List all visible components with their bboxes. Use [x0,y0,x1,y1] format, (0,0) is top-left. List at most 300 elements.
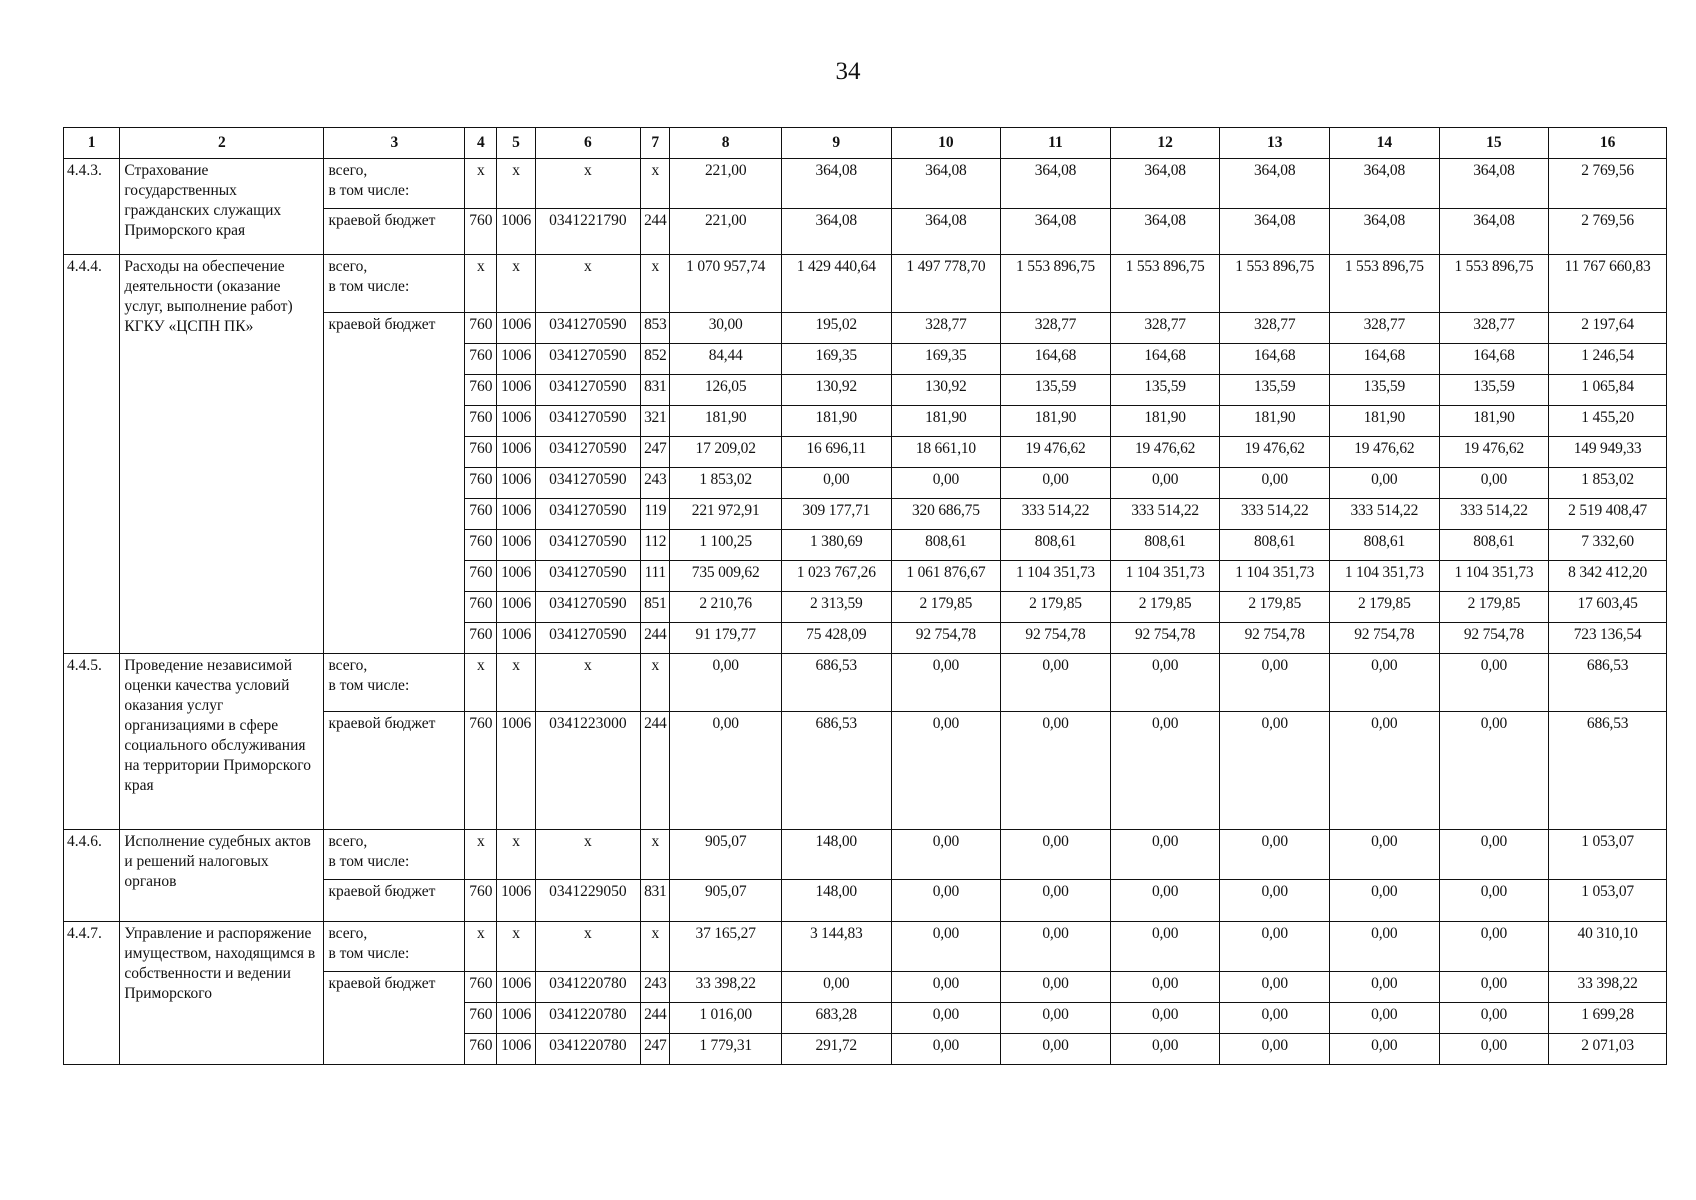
amount-cell: 364,08 [891,159,1001,209]
code-grbs: 760 [465,530,497,561]
amount-cell: 328,77 [1330,313,1440,344]
amount-cell: 0,00 [1439,922,1549,972]
amount-cell: 221,00 [670,159,782,209]
amount-cell: 0,00 [1220,1034,1330,1065]
amount-cell: 0,00 [1110,830,1220,880]
amount-cell: 0,00 [1001,972,1111,1003]
amount-cell: 1 246,54 [1549,344,1667,375]
amount-cell: 11 767 660,83 [1549,255,1667,313]
amount-cell: 0,00 [1330,1003,1440,1034]
amount-cell: 92 754,78 [1330,623,1440,654]
code-expense-type: 831 [641,375,670,406]
amount-cell: 328,77 [891,313,1001,344]
code-section: 1006 [497,344,535,375]
code-section: 1006 [497,209,535,255]
funding-type: краевой бюджет [324,972,465,1065]
amount-cell: 181,90 [670,406,782,437]
amount-cell: 0,00 [1001,468,1111,499]
amount-cell: 16 696,11 [781,437,891,468]
code-target: 0341221790 [535,209,641,255]
amount-cell: 181,90 [891,406,1001,437]
amount-cell: 1 053,07 [1549,880,1667,922]
code-section: 1006 [497,592,535,623]
amount-cell: 2 179,85 [1439,592,1549,623]
amount-cell: 126,05 [670,375,782,406]
amount-cell: 808,61 [1439,530,1549,561]
amount-cell: 333 514,22 [1220,499,1330,530]
column-header-16: 16 [1549,128,1667,159]
amount-cell: 1 104 351,73 [1330,561,1440,592]
amount-cell: 0,00 [670,654,782,712]
amount-cell: 19 476,62 [1001,437,1111,468]
amount-cell: 0,00 [1330,880,1440,922]
column-header-9: 9 [781,128,891,159]
amount-cell: 92 754,78 [1220,623,1330,654]
amount-cell: 1 053,07 [1549,830,1667,880]
amount-cell: 221,00 [670,209,782,255]
amount-cell: 320 686,75 [891,499,1001,530]
amount-cell: 1 070 957,74 [670,255,782,313]
code-grbs: 760 [465,592,497,623]
column-header-8: 8 [670,128,782,159]
amount-cell: 135,59 [1330,375,1440,406]
amount-cell: 2 179,85 [1330,592,1440,623]
code-target: 0341270590 [535,561,641,592]
code-expense-type: 243 [641,972,670,1003]
amount-cell: 2 769,56 [1549,159,1667,209]
code-grbs: 760 [465,499,497,530]
code-grbs: 760 [465,313,497,344]
amount-cell: 686,53 [781,654,891,712]
code-target: 0341270590 [535,592,641,623]
row-name: Управление и распоряжение имуществом, находящимся в собственности и ведении Приморского [120,922,324,1065]
amount-cell: 135,59 [1439,375,1549,406]
amount-cell: 364,08 [781,209,891,255]
amount-cell: 1 779,31 [670,1034,782,1065]
code-expense-type: 853 [641,313,670,344]
amount-cell: 1 100,25 [670,530,782,561]
amount-cell: 808,61 [891,530,1001,561]
code-grbs: 760 [465,880,497,922]
code-section: 1006 [497,1003,535,1034]
amount-cell: 2 179,85 [1001,592,1111,623]
funding-type: всего, в том числе: [324,255,465,313]
amount-cell: 0,00 [1001,922,1111,972]
amount-cell: 1 065,84 [1549,375,1667,406]
code-section: 1006 [497,406,535,437]
code-expense-type: х [641,830,670,880]
amount-cell: 2 313,59 [781,592,891,623]
amount-cell: 148,00 [781,880,891,922]
amount-cell: 33 398,22 [1549,972,1667,1003]
code-section: 1006 [497,712,535,830]
amount-cell: 92 754,78 [1110,623,1220,654]
amount-cell: 1 699,28 [1549,1003,1667,1034]
amount-cell: 148,00 [781,830,891,880]
amount-cell: 1 104 351,73 [1220,561,1330,592]
amount-cell: 0,00 [891,922,1001,972]
row-number: 4.4.3. [64,159,120,255]
amount-cell: 169,35 [891,344,1001,375]
code-expense-type: 321 [641,406,670,437]
amount-cell: 1 497 778,70 [891,255,1001,313]
amount-cell: 808,61 [1110,530,1220,561]
amount-cell: 0,00 [1220,830,1330,880]
amount-cell: 19 476,62 [1439,437,1549,468]
amount-cell: 18 661,10 [891,437,1001,468]
column-header-13: 13 [1220,128,1330,159]
amount-cell: 19 476,62 [1110,437,1220,468]
code-expense-type: 831 [641,880,670,922]
row-number: 4.4.6. [64,830,120,922]
amount-cell: 0,00 [1001,880,1111,922]
row-number: 4.4.5. [64,654,120,830]
column-header-4: 4 [465,128,497,159]
amount-cell: 2 197,64 [1549,313,1667,344]
code-section: 1006 [497,468,535,499]
amount-cell: 0,00 [1330,654,1440,712]
amount-cell: 130,92 [891,375,1001,406]
amount-cell: 1 429 440,64 [781,255,891,313]
amount-cell: 0,00 [1439,654,1549,712]
amount-cell: 92 754,78 [1439,623,1549,654]
amount-cell: 0,00 [1220,922,1330,972]
code-expense-type: 852 [641,344,670,375]
amount-cell: 1 853,02 [670,468,782,499]
code-section: х [497,255,535,313]
amount-cell: 0,00 [1220,1003,1330,1034]
amount-cell: 169,35 [781,344,891,375]
amount-cell: 364,08 [1001,209,1111,255]
amount-cell: 7 332,60 [1549,530,1667,561]
amount-cell: 0,00 [1110,880,1220,922]
amount-cell: 686,53 [1549,712,1667,830]
amount-cell: 0,00 [1110,1003,1220,1034]
amount-cell: 8 342 412,20 [1549,561,1667,592]
code-section: х [497,654,535,712]
column-header-6: 6 [535,128,641,159]
amount-cell: 808,61 [1001,530,1111,561]
funding-type: всего, в том числе: [324,159,465,209]
amount-cell: 1 553 896,75 [1439,255,1549,313]
column-header-2: 2 [120,128,324,159]
amount-cell: 0,00 [1001,830,1111,880]
row-name: Страхование государственных гражданских служащих Приморского края [120,159,324,255]
code-grbs: х [465,654,497,712]
code-expense-type: 244 [641,209,670,255]
amount-cell: 17 209,02 [670,437,782,468]
amount-cell: 0,00 [891,880,1001,922]
code-section: 1006 [497,499,535,530]
amount-cell: 3 144,83 [781,922,891,972]
column-header-14: 14 [1330,128,1440,159]
amount-cell: 364,08 [1330,159,1440,209]
amount-cell: 0,00 [891,972,1001,1003]
amount-cell: 0,00 [1110,972,1220,1003]
amount-cell: 0,00 [1330,712,1440,830]
code-expense-type: 247 [641,437,670,468]
amount-cell: 1 380,69 [781,530,891,561]
code-target: 0341220780 [535,1003,641,1034]
row-name: Проведение независимой оценки качества условий оказания услуг организациями в сфере социального обслуживания на территории Приморского края [120,654,324,830]
table-row [64,830,1667,880]
amount-cell: 135,59 [1220,375,1330,406]
amount-cell: 0,00 [1110,922,1220,972]
amount-cell: 0,00 [1439,1003,1549,1034]
amount-cell: 0,00 [1110,468,1220,499]
amount-cell: 1 104 351,73 [1110,561,1220,592]
code-grbs: 760 [465,209,497,255]
amount-cell: 19 476,62 [1220,437,1330,468]
amount-cell: 130,92 [781,375,891,406]
code-section: 1006 [497,972,535,1003]
column-header-10: 10 [891,128,1001,159]
amount-cell: 164,68 [1220,344,1330,375]
code-target: 0341270590 [535,437,641,468]
code-grbs: 760 [465,437,497,468]
amount-cell: 164,68 [1439,344,1549,375]
amount-cell: 1 553 896,75 [1330,255,1440,313]
amount-cell: 0,00 [891,468,1001,499]
amount-cell: 17 603,45 [1549,592,1667,623]
code-target: х [535,830,641,880]
amount-cell: 0,00 [781,468,891,499]
amount-cell: 364,08 [1439,209,1549,255]
code-expense-type: 244 [641,1003,670,1034]
amount-cell: 905,07 [670,830,782,880]
amount-cell: 0,00 [781,972,891,1003]
code-grbs: 760 [465,623,497,654]
funding-type: всего, в том числе: [324,654,465,712]
code-section: х [497,159,535,209]
code-expense-type: 112 [641,530,670,561]
code-target: 0341270590 [535,530,641,561]
funding-type: краевой бюджет [324,313,465,654]
code-grbs: 760 [465,1003,497,1034]
code-grbs: х [465,830,497,880]
funding-type: всего, в том числе: [324,830,465,880]
code-target: х [535,654,641,712]
amount-cell: 905,07 [670,880,782,922]
amount-cell: 333 514,22 [1001,499,1111,530]
amount-cell: 808,61 [1220,530,1330,561]
code-grbs: 760 [465,375,497,406]
code-expense-type: 244 [641,712,670,830]
amount-cell: 723 136,54 [1549,623,1667,654]
amount-cell: 1 853,02 [1549,468,1667,499]
amount-cell: 181,90 [1001,406,1111,437]
code-expense-type: 244 [641,623,670,654]
amount-cell: 333 514,22 [1439,499,1549,530]
amount-cell: 0,00 [1330,1034,1440,1065]
amount-cell: 1 104 351,73 [1001,561,1111,592]
amount-cell: 0,00 [1110,1034,1220,1065]
code-expense-type: х [641,255,670,313]
amount-cell: 164,68 [1110,344,1220,375]
amount-cell: 1 023 767,26 [781,561,891,592]
amount-cell: 19 476,62 [1330,437,1440,468]
code-section: 1006 [497,437,535,468]
code-target: 0341229050 [535,880,641,922]
amount-cell: 328,77 [1220,313,1330,344]
amount-cell: 0,00 [1220,712,1330,830]
amount-cell: 2 179,85 [1110,592,1220,623]
amount-cell: 364,08 [1001,159,1111,209]
column-header-11: 11 [1001,128,1111,159]
code-grbs: 760 [465,712,497,830]
amount-cell: 364,08 [1220,209,1330,255]
amount-cell: 364,08 [1110,209,1220,255]
amount-cell: 364,08 [1220,159,1330,209]
code-expense-type: 111 [641,561,670,592]
amount-cell: 2 769,56 [1549,209,1667,255]
row-number: 4.4.7. [64,922,120,1065]
amount-cell: 808,61 [1330,530,1440,561]
code-expense-type: 119 [641,499,670,530]
amount-cell: 1 455,20 [1549,406,1667,437]
amount-cell: 0,00 [1439,830,1549,880]
code-target: 0341220780 [535,972,641,1003]
amount-cell: 164,68 [1330,344,1440,375]
amount-cell: 0,00 [1330,468,1440,499]
code-target: 0341270590 [535,344,641,375]
code-section: 1006 [497,375,535,406]
funding-type: краевой бюджет [324,880,465,922]
table-header-row [64,128,1667,159]
table-row [64,654,1667,712]
amount-cell: 30,00 [670,313,782,344]
amount-cell: 0,00 [1220,654,1330,712]
amount-cell: 364,08 [1439,159,1549,209]
amount-cell: 0,00 [1330,922,1440,972]
row-name: Расходы на обеспечение деятельности (оказание услуг, выполнение работ) КГКУ «ЦСПН ПК» [120,255,324,654]
code-expense-type: х [641,159,670,209]
amount-cell: 333 514,22 [1110,499,1220,530]
code-target: 0341220780 [535,1034,641,1065]
code-grbs: 760 [465,1034,497,1065]
amount-cell: 37 165,27 [670,922,782,972]
code-target: 0341270590 [535,313,641,344]
row-number: 4.4.4. [64,255,120,654]
amount-cell: 735 009,62 [670,561,782,592]
code-grbs: 760 [465,561,497,592]
amount-cell: 0,00 [891,712,1001,830]
amount-cell: 0,00 [1439,972,1549,1003]
amount-cell: 2 179,85 [1220,592,1330,623]
amount-cell: 0,00 [1439,1034,1549,1065]
code-expense-type: 243 [641,468,670,499]
amount-cell: 0,00 [891,1034,1001,1065]
amount-cell: 181,90 [781,406,891,437]
amount-cell: 0,00 [1220,972,1330,1003]
amount-cell: 0,00 [891,654,1001,712]
funding-type: краевой бюджет [324,209,465,255]
amount-cell: 333 514,22 [1330,499,1440,530]
code-expense-type: х [641,654,670,712]
amount-cell: 0,00 [1110,712,1220,830]
code-section: 1006 [497,623,535,654]
code-target: 0341270590 [535,406,641,437]
budget-table [63,127,1667,1065]
amount-cell: 0,00 [1439,712,1549,830]
column-header-1: 1 [64,128,120,159]
amount-cell: 164,68 [1001,344,1111,375]
column-header-3: 3 [324,128,465,159]
table-row [64,159,1667,209]
amount-cell: 328,77 [1001,313,1111,344]
code-section: х [497,922,535,972]
amount-cell: 0,00 [1220,880,1330,922]
code-expense-type: 247 [641,1034,670,1065]
amount-cell: 0,00 [1001,1034,1111,1065]
page-number: 34 [835,58,861,85]
amount-cell: 0,00 [891,830,1001,880]
amount-cell: 309 177,71 [781,499,891,530]
amount-cell: 0,00 [1001,1003,1111,1034]
amount-cell: 0,00 [1001,712,1111,830]
code-target: х [535,255,641,313]
amount-cell: 221 972,91 [670,499,782,530]
funding-type: всего, в том числе: [324,922,465,972]
amount-cell: 328,77 [1439,313,1549,344]
code-target: 0341223000 [535,712,641,830]
code-grbs: 760 [465,344,497,375]
column-header-5: 5 [497,128,535,159]
amount-cell: 92 754,78 [891,623,1001,654]
code-grbs: х [465,255,497,313]
code-grbs: 760 [465,972,497,1003]
amount-cell: 364,08 [1110,159,1220,209]
amount-cell: 0,00 [891,1003,1001,1034]
amount-cell: 1 061 876,67 [891,561,1001,592]
amount-cell: 92 754,78 [1001,623,1111,654]
code-section: 1006 [497,880,535,922]
amount-cell: 75 428,09 [781,623,891,654]
amount-cell: 0,00 [1001,654,1111,712]
amount-cell: 1 553 896,75 [1110,255,1220,313]
funding-type: краевой бюджет [324,712,465,830]
amount-cell: 2 519 408,47 [1549,499,1667,530]
amount-cell: 181,90 [1439,406,1549,437]
code-grbs: 760 [465,406,497,437]
amount-cell: 2 071,03 [1549,1034,1667,1065]
column-header-12: 12 [1110,128,1220,159]
amount-cell: 181,90 [1330,406,1440,437]
code-target: х [535,922,641,972]
code-grbs: х [465,159,497,209]
amount-cell: 0,00 [1330,972,1440,1003]
code-grbs: х [465,922,497,972]
column-header-15: 15 [1439,128,1549,159]
amount-cell: 135,59 [1110,375,1220,406]
amount-cell: 1 553 896,75 [1001,255,1111,313]
code-section: х [497,830,535,880]
column-header-7: 7 [641,128,670,159]
code-section: 1006 [497,313,535,344]
amount-cell: 364,08 [1330,209,1440,255]
amount-cell: 0,00 [1110,654,1220,712]
amount-cell: 181,90 [1110,406,1220,437]
row-name: Исполнение судебных актов и решений налоговых органов [120,830,324,922]
amount-cell: 40 310,10 [1549,922,1667,972]
amount-cell: 0,00 [1439,468,1549,499]
code-section: 1006 [497,1034,535,1065]
amount-cell: 33 398,22 [670,972,782,1003]
amount-cell: 181,90 [1220,406,1330,437]
code-target: 0341270590 [535,468,641,499]
amount-cell: 135,59 [1001,375,1111,406]
amount-cell: 686,53 [781,712,891,830]
